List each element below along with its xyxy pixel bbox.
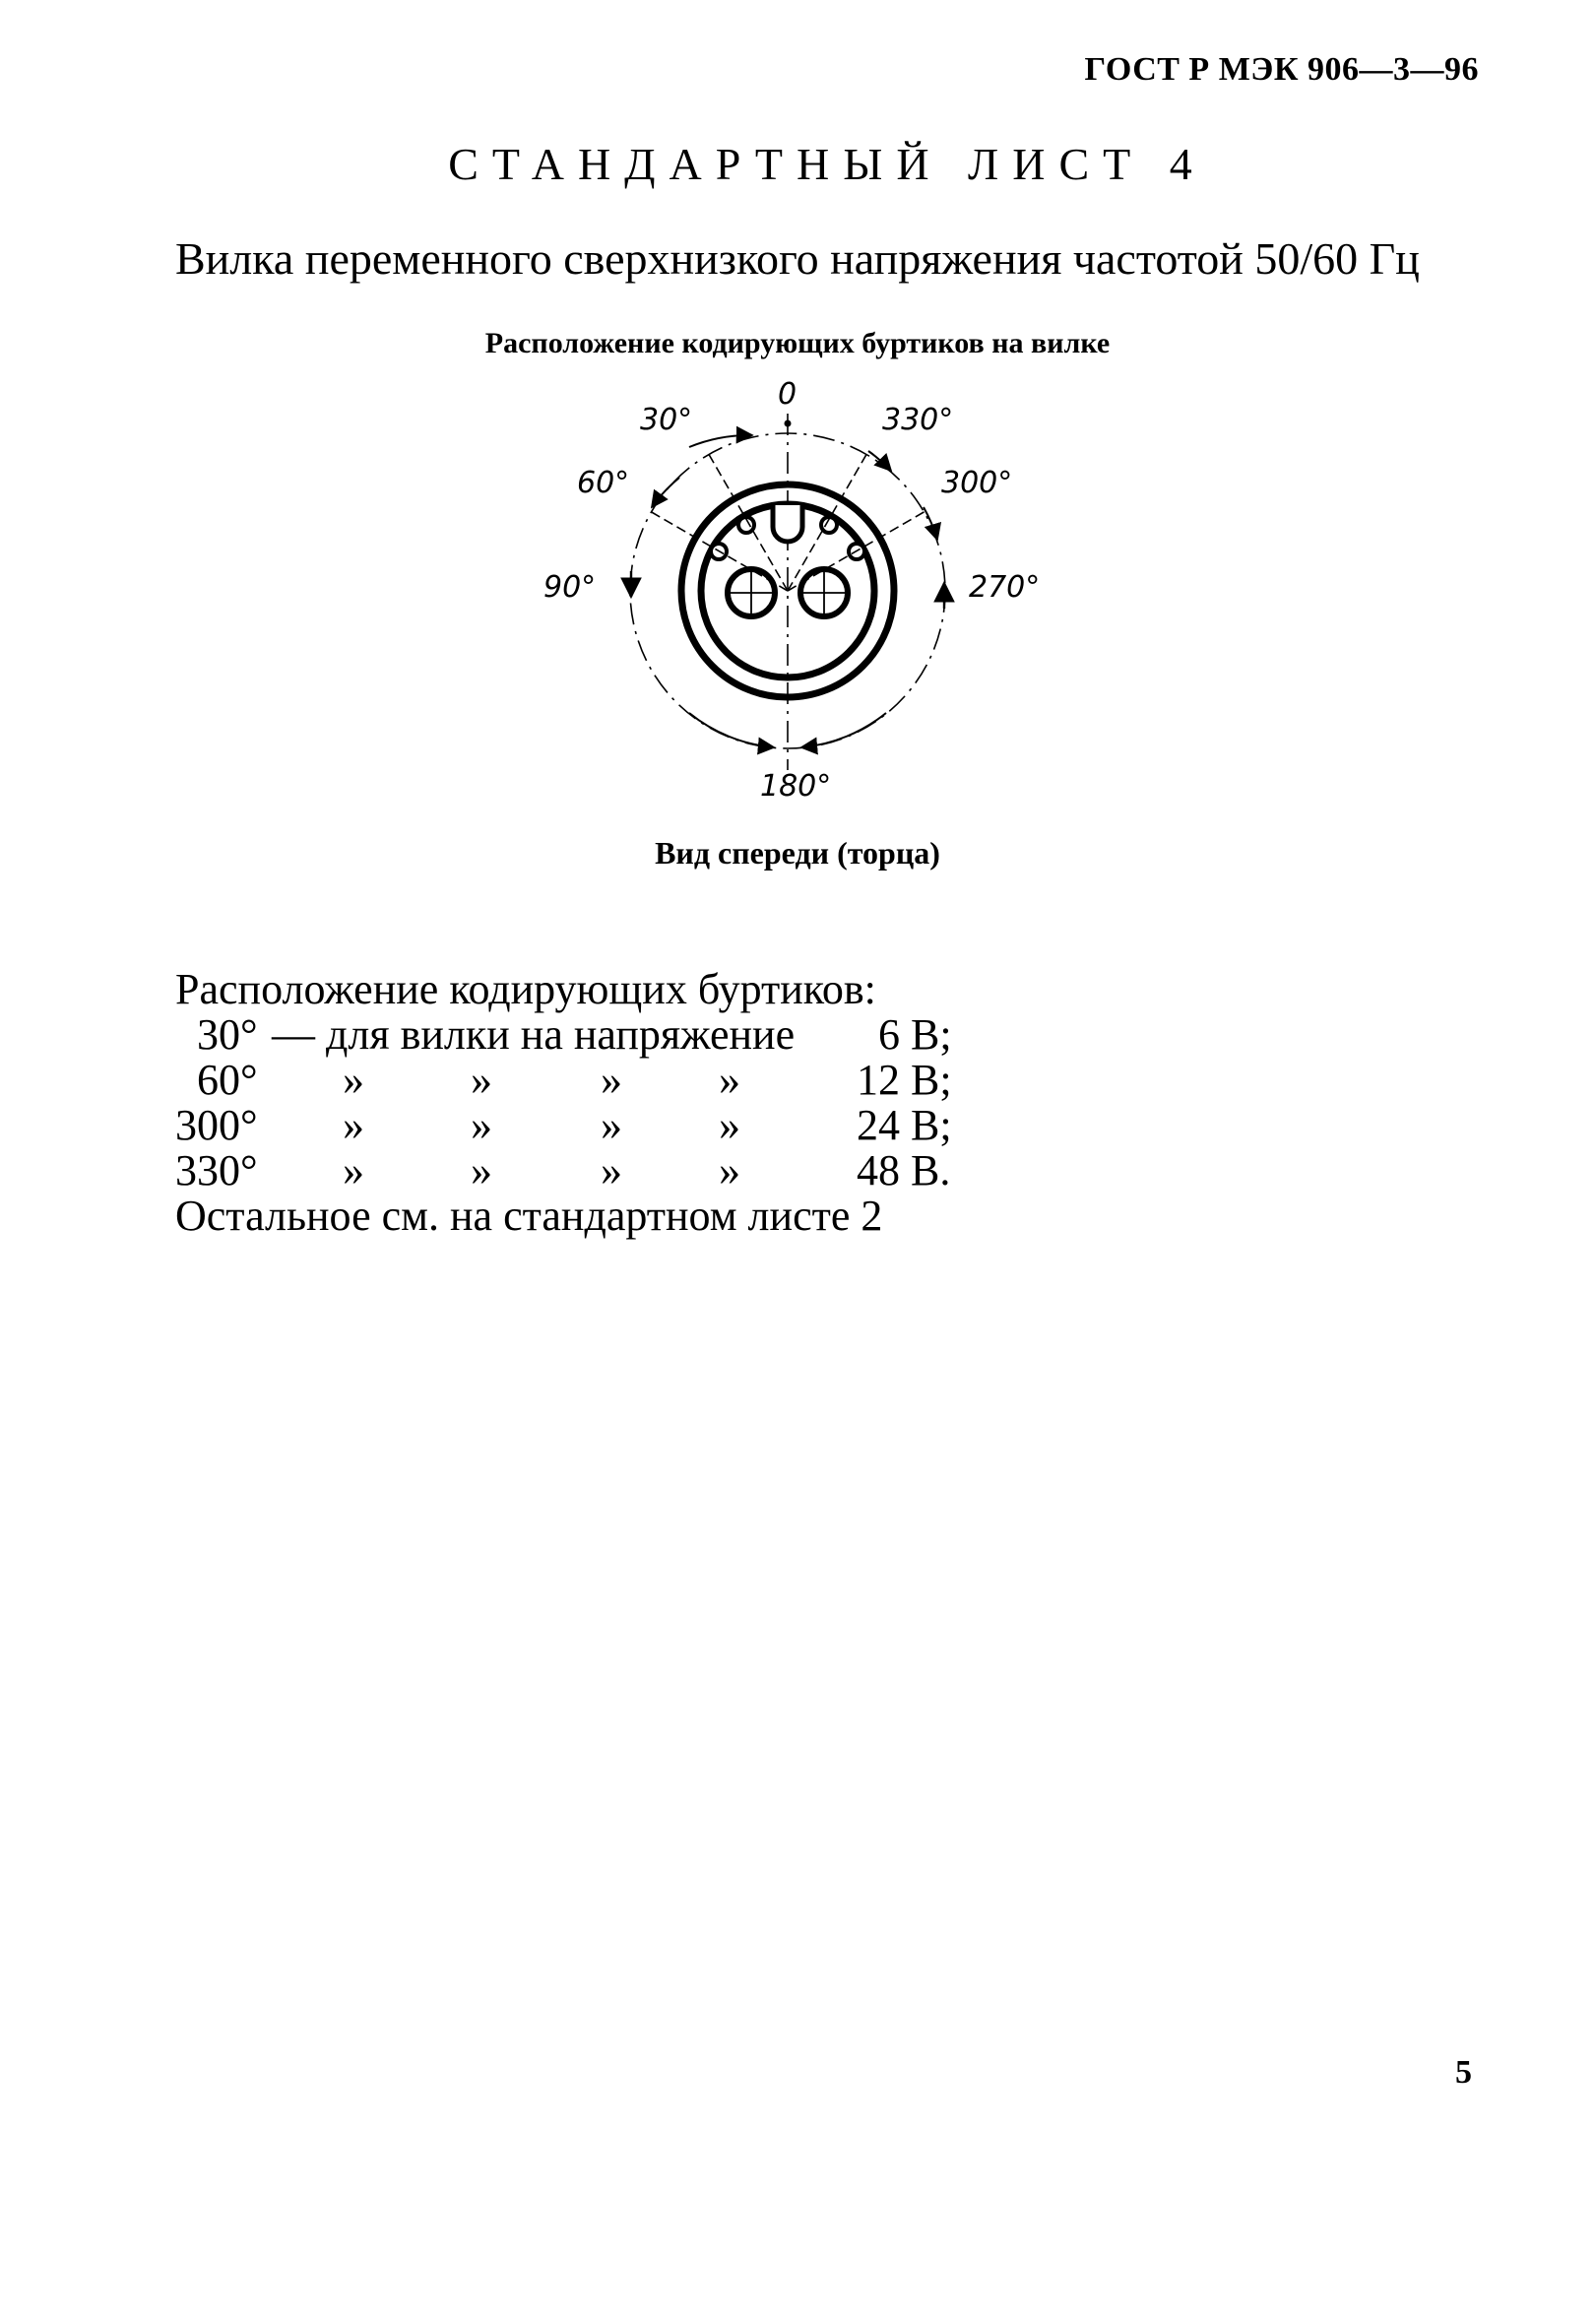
label-270: 270° — [969, 570, 1041, 605]
ditto-mark: » — [343, 1101, 364, 1149]
row-voltage: 24 В; — [857, 1101, 952, 1149]
row-voltage: 48 В. — [857, 1146, 951, 1194]
ditto-mark: » — [471, 1146, 492, 1194]
figure-title: Расположение кодирующих буртиков на вилке — [484, 327, 1111, 359]
label-90: 90° — [543, 570, 597, 605]
arrow-300 — [924, 507, 937, 540]
sheet-title: СТАНДАРТНЫЙ ЛИСТ 4 — [448, 139, 1206, 189]
label-30: 30° — [640, 403, 693, 437]
row-angle: 30° — [197, 1010, 258, 1059]
row-angle: 300° — [175, 1101, 258, 1149]
ditto-mark: » — [601, 1056, 622, 1104]
label-180: 180° — [760, 769, 832, 804]
label-0: 0 — [778, 377, 798, 412]
arrow-30 — [689, 435, 752, 447]
sheet-subtitle: Вилка переменного сверхнизкого напряжения частотой 50/60 Гц — [175, 233, 1420, 284]
key-notch — [773, 505, 802, 542]
label-330: 330° — [882, 403, 954, 437]
row-voltage: 6 В; — [878, 1010, 952, 1059]
zero-mark — [785, 420, 792, 427]
coding-heading: Расположение кодирующих буртиков: — [175, 965, 876, 1013]
row-angle: 330° — [175, 1146, 258, 1194]
ditto-mark: » — [601, 1146, 622, 1194]
row-angle: 60° — [197, 1056, 258, 1104]
label-60: 60° — [577, 466, 630, 500]
coding-row — [175, 1101, 952, 1149]
radial-60 — [650, 511, 788, 591]
ditto-mark: » — [601, 1101, 622, 1149]
arrow-180-right — [801, 713, 886, 747]
arrow-180-left — [689, 713, 774, 747]
radial-300 — [788, 511, 925, 591]
footer-note: Остальное см. на стандартном листе 2 — [175, 1192, 883, 1240]
row-text: — для вилки на напряжение — [272, 1010, 796, 1059]
figure-caption: Вид спереди (торца) — [655, 835, 940, 871]
label-300: 300° — [941, 466, 1013, 500]
ditto-mark: » — [343, 1146, 364, 1194]
coding-section — [175, 965, 952, 1240]
plug-face-diagram — [0, 0, 1595, 886]
coding-row — [175, 1010, 952, 1059]
ditto-mark: » — [719, 1146, 740, 1194]
arrow-60 — [652, 478, 679, 507]
ditto-mark: » — [471, 1101, 492, 1149]
arrow-330 — [868, 451, 891, 471]
document-code: ГОСТ Р МЭК 906—3—96 — [1084, 51, 1479, 88]
ditto-mark: » — [471, 1056, 492, 1104]
ditto-mark: » — [719, 1101, 740, 1149]
coding-row — [175, 1146, 951, 1194]
page-number: 5 — [1455, 2054, 1472, 2091]
coding-row — [175, 1056, 952, 1104]
row-voltage: 12 В; — [857, 1056, 952, 1104]
ditto-mark: » — [343, 1056, 364, 1104]
ditto-mark: » — [719, 1056, 740, 1104]
